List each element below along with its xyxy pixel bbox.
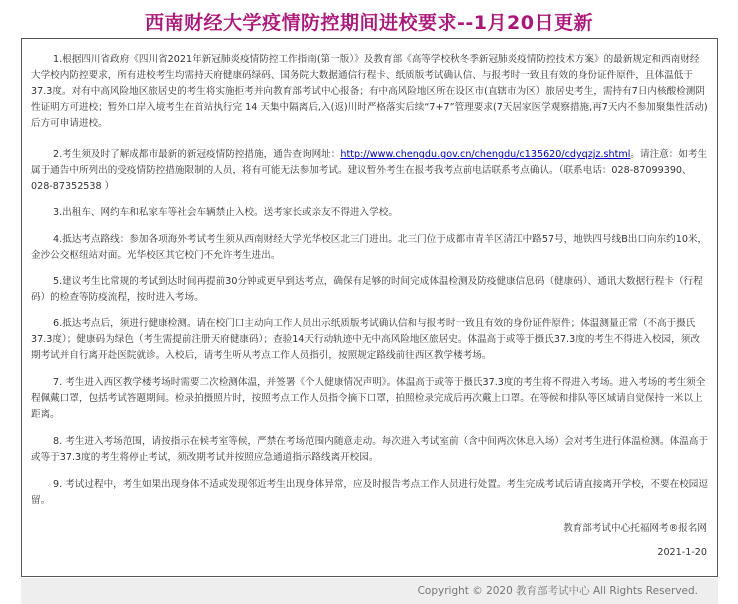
notice-date: 2021-1-20 (657, 547, 707, 558)
notice-signature: 教育部考试中心托福网考®报名网 (563, 523, 707, 534)
covid-policy-link[interactable]: http://www.chengdu.gov.cn/chengdu/c135620/cdyqzjz.shtml (340, 149, 631, 160)
copyright-text: Copyright © 2020 教育部考试中心 All Rights Reserved. (417, 585, 698, 597)
notice-paragraph-2 (31, 147, 709, 195)
footer (21, 578, 718, 604)
notice-paragraph-8: 8. 考生进入考场范围，请按指示在候考室等候，严禁在考场范围内随意走动。每次进入考试室前（含中间两次休息入场）会对考生进行体温检测。体温高于或等于37.3度的考生将停止考试，须改期考试并按照应急通道指示路线离开校园。 (31, 436, 708, 463)
notice-paragraph-9: 9. 考试过程中，考生如果出现身体不适或发现邻近考生出现身体异常，应及时报告考点工作人员进行处置。考生完成考试后请直接离开学校，不要在校园逗留。 (31, 479, 708, 506)
notice-paragraph-5: 5.建议考生比常规的考试到达时间再提前30分钟或更早到达考点，确保有足够的时间完成体温检测及防疫健康信息码（健康码）、通讯大数据行程卡（行程码）的检查等防疫流程，按时进入考场。 (31, 276, 703, 303)
page-title: 西南财经大学疫情防控期间进校要求--1月20日更新 (145, 12, 593, 34)
notice-box (21, 38, 718, 577)
notice-paragraph-1: 1.根据四川省政府《四川省2021年新冠肺炎疫情防控工作指南(第一版）》及教育部《高等学校秋冬季新冠肺炎疫情防控技术方案》的最新规定和西南财经大学校内防控要求，所有进校考生均需持天府健康码绿码、国务院大数据通信行程卡、纸质版考试确认信、与报考时一致且有效的身份证件原件，且体温低于37.3度。对有中高风险地区旅居史的考生将实施拒考并向教育部考试中心报备；有中高风险地区所在设区市(直辖市为区）旅居史考生，需持有7日内核酸检测阴性证明方可进校；暂外口岸入境考生在首站执行完 14 天集中隔离后,入(返)川时严格落实后续“7+7”管理要求(7天居家医学观察措施,再7天内不参加聚集性活动) 后方可申请进校。 (31, 54, 708, 129)
notice-paragraph-3: 3.出租车、网约车和私家车等社会车辆禁止入校。送考家长或亲友不得进入学校。 (53, 207, 398, 218)
notice-paragraph-7: 7. 考生进入西区教学楼考场时需要二次检测体温，并签署《个人健康情况声明》。体温高于或等于摄氏37.3度的考生将不得进入考场。进入考场的考生须全程佩戴口罩，包括考试答题期间。检录拍摄照片时，按照考点工作人员指令摘下口罩，拍照检录完成后再次戴上口罩。在等候和排队等区域请自觉保持一米以上距离。 (31, 377, 706, 420)
notice-paragraph-2-text: 2.考生须及时了解成都市最新的新冠疫情防控措施，通告查询网址： (53, 149, 341, 160)
notice-paragraph-2-note: 。请注意：如考生属于通告中所列出的受疫情防控措施限制的人员，将有可能无法参加考试。建议暂外考生在报考我考点前电话联系考点确认。（联系电话：028-87099390、028-87352538 ） (31, 149, 708, 192)
notice-paragraph-6: 6.抵达考点后，须进行健康检测。请在校门口主动向工作人员出示纸质版考试确认信和与报考时一致且有效的身份证件原件；体温测量正常（不高于摄氏37.3度）；健康码为绿色（考生需提前注册天府健康码）；查验14天行动轨迹中无中高风险地区旅居史。体温高于或等于摄氏37.3度的考生不得进入校园，须改期考试并自行离开赴医院就诊。入校后，请考生听从考点工作人员指引，按照规定路线前往西区教学楼考场。 (31, 318, 700, 361)
notice-paragraph-4: 4.抵达考点路线：参加各项海外考试考生须从西南财经大学光华校区北三门进出。北三门位于成都市青羊区清江中路57号，地铁四号线B出口向东约10米，金沙公交枢纽站对面。光华校区其它校门不允许考生进出。 (31, 234, 708, 261)
